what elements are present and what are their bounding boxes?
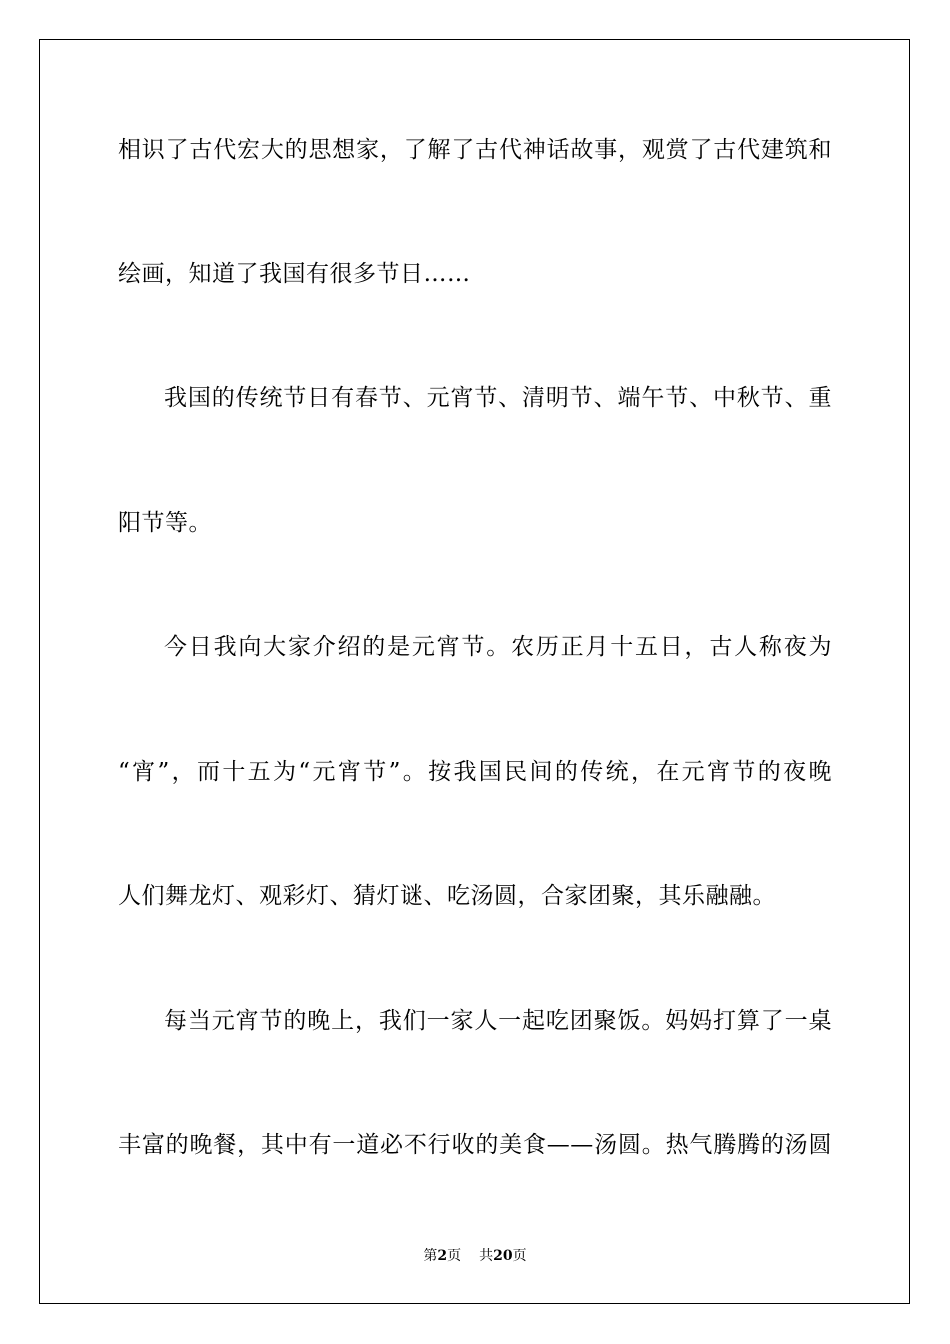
- total-prefix: 共: [479, 1248, 494, 1264]
- text-line-3: 我国的传统节日有春节、元宵节、清明节、端午节、中秋节、重: [164, 385, 832, 411]
- page-number: 2: [437, 1248, 448, 1264]
- total-pages: 20: [493, 1248, 513, 1264]
- text-line-8: 每当元宵节的晚上，我们一家人一起吃团聚饭。妈妈打算了一桌: [164, 1008, 832, 1034]
- page-suffix: 页: [447, 1248, 462, 1264]
- text-line-5: 今日我向大家介绍的是元宵节。农历正月十五日，古人称夜为: [164, 634, 832, 660]
- page-border: [39, 39, 910, 1304]
- text-line-7: 人们舞龙灯、观彩灯、猜灯谜、吃汤圆，合家团聚，其乐融融。: [118, 883, 776, 909]
- page-footer: [0, 1247, 950, 1265]
- text-line-9: 丰富的晚餐，其中有一道必不行收的美食——汤圆。热气腾腾的汤圆: [118, 1132, 832, 1158]
- text-line-1: 相识了古代宏大的思想家，了解了古代神话故事，观赏了古代建筑和: [118, 137, 832, 163]
- text-line-2: 绘画，知道了我国有很多节日……: [118, 261, 471, 287]
- total-suffix: 页: [512, 1248, 527, 1264]
- page-prefix: 第: [423, 1248, 438, 1264]
- text-line-6: “宵”，而十五为“元宵节”。按我国民间的传统，在元宵节的夜晚: [118, 759, 832, 785]
- text-line-4: 阳节等。: [118, 510, 212, 536]
